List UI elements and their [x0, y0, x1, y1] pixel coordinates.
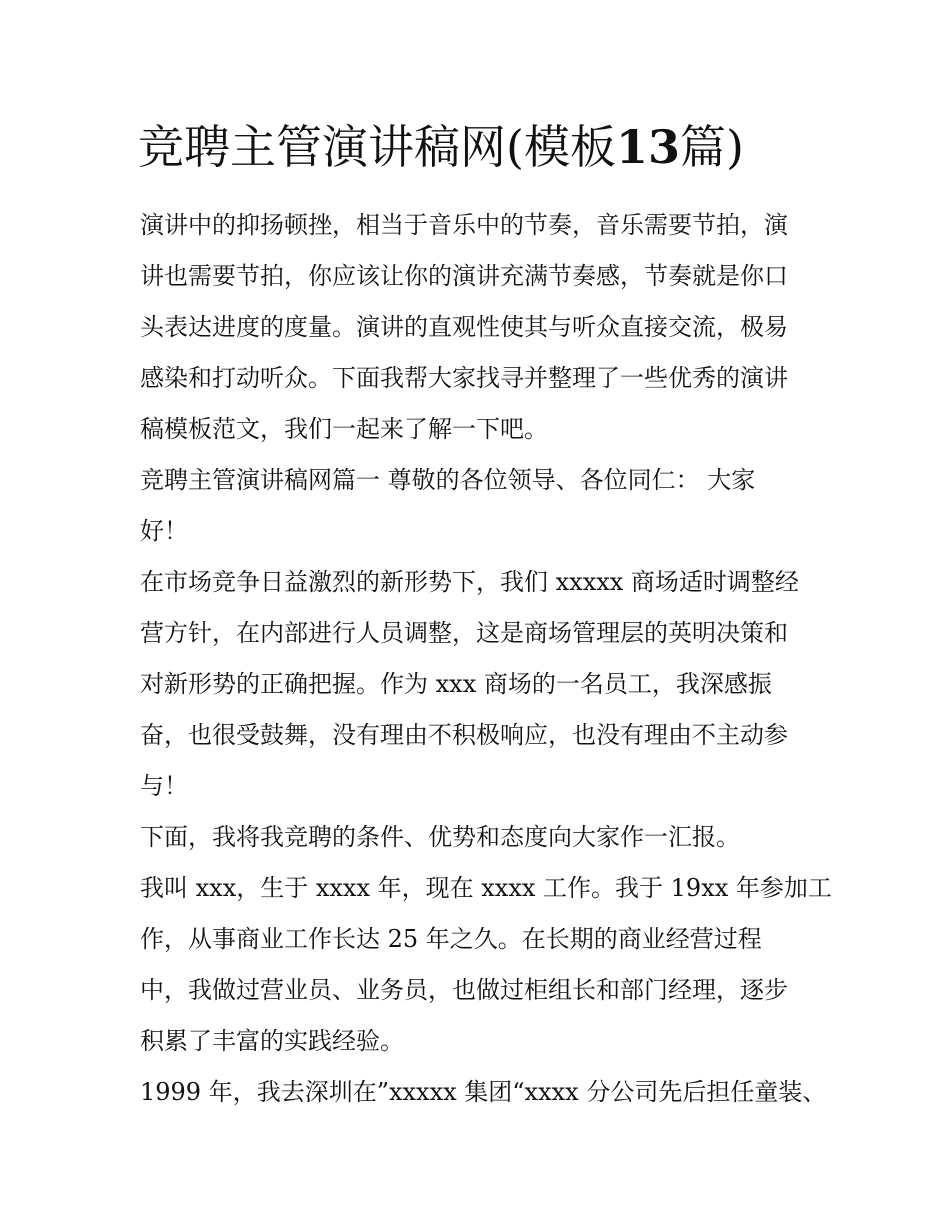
title-end: 篇)	[679, 120, 744, 174]
text-line: 1999 年，我去深圳在”xxxxx 集团“xxxx 分公司先后担任童装、	[140, 1078, 827, 1106]
text-line: 作，从事商业工作长达 25 年之久。在长期的商业经营过程	[140, 925, 762, 953]
text-line: 中，我做过营业员、业务员，也做过柜组长和部门经理，逐步	[140, 976, 788, 1004]
text-line: 好！	[140, 517, 188, 545]
text-line: 演讲中的抑扬顿挫，相当于音乐中的节奏，音乐需要节拍，演	[140, 211, 788, 239]
document-title	[138, 112, 838, 182]
title-main: 竞聘主管演讲稿网(模板	[138, 120, 616, 174]
text-line: 奋，也很受鼓舞，没有理由不积极响应，也没有理由不主动参	[140, 721, 788, 749]
text-line: 头表达进度的度量。演讲的直观性使其与听众直接交流，极易	[140, 313, 788, 341]
text-line: 积累了丰富的实践经验。	[140, 1027, 404, 1055]
text-line: 对新形势的正确把握。作为 xxx 商场的一名员工，我深感振	[140, 670, 772, 698]
text-line: 竞聘主管演讲稿网篇一 尊敬的各位领导、各位同仁： 大家	[140, 466, 756, 494]
text-line: 感染和打动听众。下面我帮大家找寻并整理了一些优秀的演讲	[140, 364, 788, 392]
text-line: 稿模板范文，我们一起来了解一下吧。	[140, 415, 548, 443]
text-line: 讲也需要节拍，你应该让你的演讲充满节奏感，节奏就是你口	[140, 262, 788, 290]
text-line: 营方针，在内部进行人员调整，这是商场管理层的英明决策和	[140, 619, 788, 647]
text-line: 我叫 xxx，生于 xxxx 年，现在 xxxx 工作。我于 19xx 年参加工	[140, 874, 832, 902]
document-body	[140, 200, 832, 1118]
title-number: 13	[615, 120, 680, 174]
text-line: 在市场竞争日益激烈的新形势下，我们 xxxxx 商场适时调整经	[140, 568, 799, 596]
text-line: 与！	[140, 772, 188, 800]
text-line: 下面，我将我竞聘的条件、优势和态度向大家作一汇报。	[140, 823, 740, 851]
